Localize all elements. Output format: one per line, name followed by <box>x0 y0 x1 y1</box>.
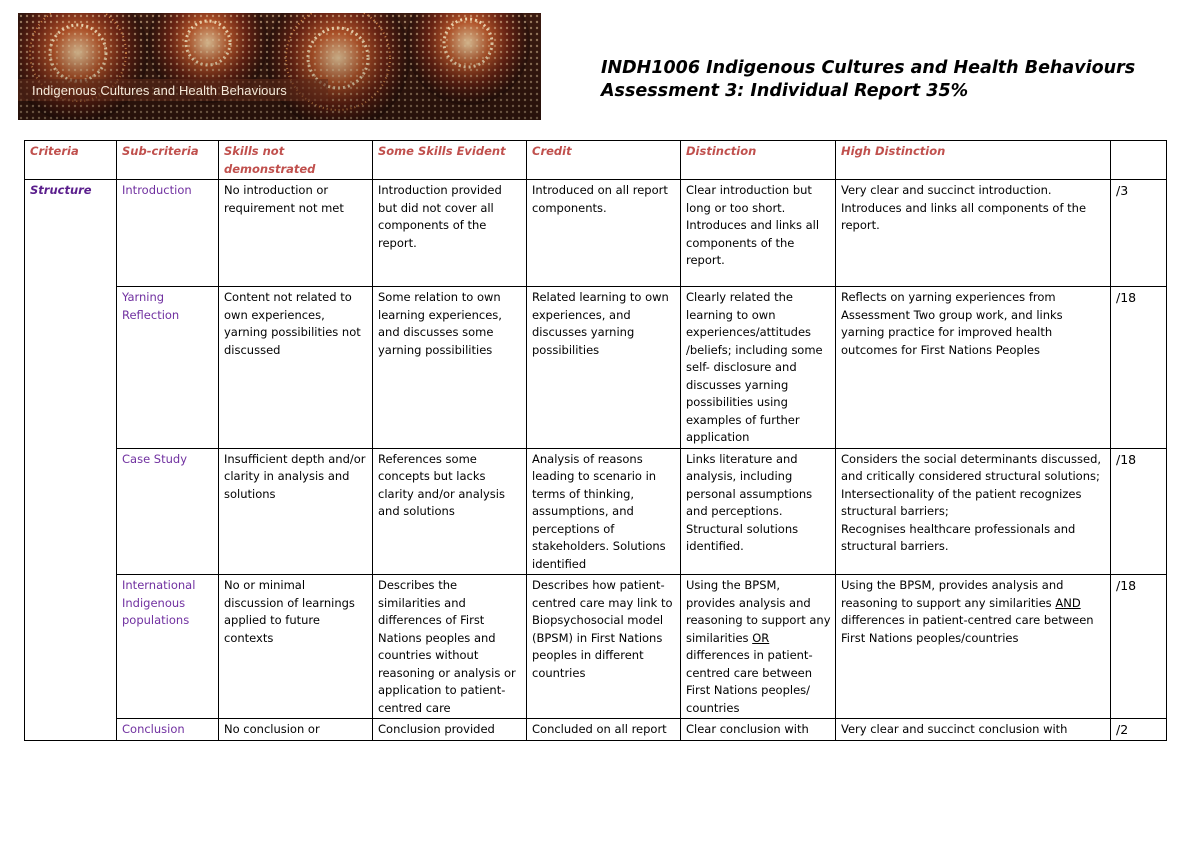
cell-some-skills: Some relation to own learning experiences, and discusses some yarning possibilities <box>373 287 527 449</box>
cell-mark: /3 <box>1111 180 1167 287</box>
hd-line-healthcare-professionals: Recognises healthcare professionals and structural barriers. <box>841 521 1076 553</box>
cell-mark: /18 <box>1111 448 1167 575</box>
cell-distinction: Clear introduction but long or too short. Introduces and links all components of the report. <box>681 180 836 287</box>
header-skills-not-demonstrated: Skills not demonstrated <box>219 141 373 180</box>
marking-rubric-table <box>24 140 1167 741</box>
sub-criteria-yarning-reflection: Yarning Reflection <box>117 287 219 449</box>
cell-high-distinction <box>836 575 1111 719</box>
header-banner-image <box>18 13 541 120</box>
cell-not-demonstrated: No conclusion or <box>219 719 373 741</box>
cell-high-distinction <box>836 448 1111 575</box>
cell-not-demonstrated: Content not related to own experiences, yarning possibilities not discussed <box>219 287 373 449</box>
header-distinction: Distinction <box>681 141 836 180</box>
hd-line-intersectionality: Intersectionality of the patient recognizes structural barriers; <box>841 486 1082 518</box>
cell-credit: Describes how patient-centred care may link to Biopsychosocial model (BPSM) in First Nations peoples in different countries <box>527 575 681 719</box>
distinction-text-pre: Using the BPSM, provides analysis and reasoning to support any similarities <box>686 578 831 645</box>
document-title <box>601 57 1135 103</box>
cell-some-skills: References some concepts but lacks clarity and/or analysis and solutions <box>373 448 527 575</box>
header-some-skills-evident: Some Skills Evident <box>373 141 527 180</box>
table-row-conclusion <box>25 719 1167 741</box>
cell-some-skills: Introduction provided but did not cover all components of the report. <box>373 180 527 287</box>
criteria-structure: Structure <box>25 180 117 741</box>
header-sub-criteria: Sub-criteria <box>117 141 219 180</box>
header-high-distinction: High Distinction <box>836 141 1111 180</box>
cell-credit: Concluded on all report <box>527 719 681 741</box>
sub-criteria-introduction: Introduction <box>117 180 219 287</box>
cell-high-distinction: Reflects on yarning experiences from Assessment Two group work, and links yarning practice for improved health outcomes for First Nations Peoples <box>836 287 1111 449</box>
cell-distinction: Clear conclusion with <box>681 719 836 741</box>
cell-mark: /18 <box>1111 575 1167 719</box>
distinction-emphasis-or: OR <box>752 630 770 645</box>
hd-text-post: differences in patient-centred care between First Nations peoples/countries <box>841 613 1094 645</box>
cell-credit: Related learning to own experiences, and discusses yarning possibilities <box>527 287 681 449</box>
banner-caption: Indigenous Cultures and Health Behaviours <box>32 83 287 98</box>
cell-high-distinction: Very clear and succinct conclusion with <box>836 719 1111 741</box>
distinction-text-post: differences in patient-centred care between First Nations peoples/ countries <box>686 648 813 715</box>
header-mark <box>1111 141 1167 180</box>
cell-not-demonstrated: No or minimal discussion of learnings applied to future contexts <box>219 575 373 719</box>
cell-credit: Introduced on all report components. <box>527 180 681 287</box>
table-row-case-study <box>25 448 1167 575</box>
header-row <box>25 141 1167 180</box>
sub-criteria-conclusion: Conclusion <box>117 719 219 741</box>
cell-credit: Analysis of reasons leading to scenario in terms of thinking, assumptions, and perceptions of stakeholders. Solutions identified <box>527 448 681 575</box>
sub-criteria-case-study: Case Study <box>117 448 219 575</box>
cell-distinction <box>681 575 836 719</box>
cell-not-demonstrated: No introduction or requirement not met <box>219 180 373 287</box>
cell-some-skills: Describes the similarities and differences of First Nations peoples and countries without reasoning or analysis or application to patient-centred care <box>373 575 527 719</box>
cell-distinction: Clearly related the learning to own experiences/attitudes /beliefs; including some self- disclosure and discusses yarning possibilities using examples of further application <box>681 287 836 449</box>
cell-some-skills: Conclusion provided <box>373 719 527 741</box>
table-row-introduction <box>25 180 1167 287</box>
cell-not-demonstrated: Insufficient depth and/or clarity in analysis and solutions <box>219 448 373 575</box>
header-criteria: Criteria <box>25 141 117 180</box>
course-title: INDH1006 Indigenous Cultures and Health Behaviours <box>601 58 1136 78</box>
assessment-title: Assessment 3: Individual Report 35% <box>601 81 969 101</box>
header-credit: Credit <box>527 141 681 180</box>
sub-criteria-international-indigenous: International Indigenous populations <box>117 575 219 719</box>
cell-mark: /2 <box>1111 719 1167 741</box>
cell-high-distinction: Very clear and succinct introduction. Introduces and links all components of the report. <box>836 180 1111 287</box>
cell-mark: /18 <box>1111 287 1167 449</box>
dot-painting-artwork <box>18 13 541 120</box>
table-row-yarning-reflection <box>25 287 1167 449</box>
table-row-international-indigenous <box>25 575 1167 719</box>
hd-line-social-determinants: Considers the social determinants discussed, and critically considered structural solutions; <box>841 451 1102 483</box>
cell-distinction: Links literature and analysis, including personal assumptions and perceptions. Structural solutions identified. <box>681 448 836 575</box>
hd-emphasis-and: AND <box>1055 595 1081 610</box>
hd-text-pre: Using the BPSM, provides analysis and reasoning to support any similarities <box>841 578 1064 610</box>
